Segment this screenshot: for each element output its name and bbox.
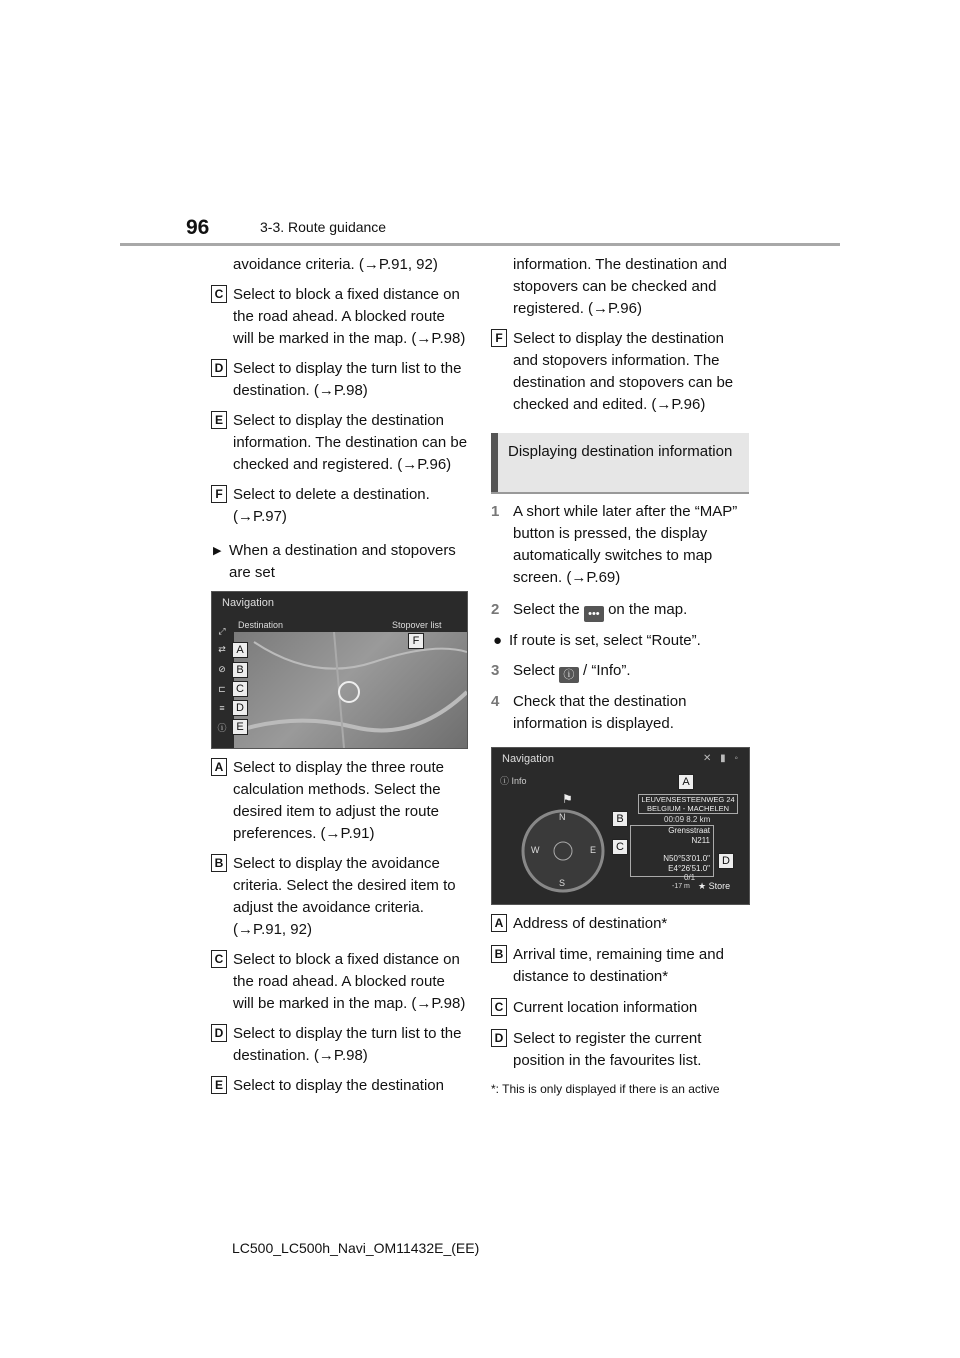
subheading-text: When a destination and stopovers are set (229, 542, 456, 581)
item-text: Select to display the destination information. The destination can be checked and registered. (→P.96) (233, 412, 468, 473)
item-text: Select to block a fixed distance on the road ahead. A blocked route will be marked in the map. (→P.98) (233, 286, 466, 347)
list-item (491, 1028, 749, 1072)
step-text: on the map. (608, 601, 688, 618)
info-icon: ⓘ (559, 667, 579, 683)
step-bullet (491, 630, 749, 652)
step-text: Select (513, 662, 555, 679)
latitude: N50°53'01.0" (663, 854, 710, 863)
list-item (211, 410, 469, 476)
item-text: Arrival time, remaining time and distance to destination* (513, 946, 724, 985)
route-icon[interactable]: ⇄ (218, 644, 226, 654)
callout-e: E (232, 719, 248, 735)
address-line1: LEUVENSESTEENWEG 24 (641, 795, 735, 804)
count: 0/1 (684, 873, 696, 882)
step-number: 4 (491, 693, 500, 710)
map-roads (234, 632, 467, 748)
heading-rule (491, 492, 749, 494)
item-badge: F (491, 329, 507, 347)
item-text: information. The destination and stopovers can be checked and registered. (→P.96) (513, 256, 728, 317)
road: N211 (691, 836, 710, 845)
compass-e: E (590, 845, 597, 855)
item-text: avoidance criteria. (→P.91, 92) (233, 256, 438, 273)
turn-list-icon[interactable]: ≡ (219, 703, 225, 713)
compass-w: W (531, 845, 540, 855)
item-badge: A (211, 758, 227, 776)
more-options-icon: ••• (584, 606, 604, 622)
callout-a: A (678, 774, 694, 790)
list-item (211, 853, 469, 941)
info-label: Info (511, 776, 527, 786)
altitude: -17 m (672, 883, 690, 890)
location-box (630, 825, 714, 877)
callout-c: C (612, 839, 628, 855)
callout-b: B (232, 662, 248, 678)
item-text: Select to display the turn list to the destination. (→P.98) (233, 1025, 462, 1064)
longitude: E4°26'51.0" (668, 864, 710, 873)
left-column-bottom (211, 757, 469, 1097)
callout-c: C (232, 681, 248, 697)
item-badge: D (491, 1029, 507, 1047)
step-text: Select the (513, 601, 580, 618)
step (491, 660, 749, 683)
right-column-top (491, 254, 749, 416)
callout-d: D (718, 853, 734, 869)
callout-d: D (232, 700, 248, 716)
list-item (211, 358, 469, 402)
item-text: Select to display the destination (233, 1077, 444, 1094)
step (491, 501, 749, 589)
flag-icon: ⚑ (562, 792, 573, 806)
left-column-top (211, 254, 469, 584)
item-badge: E (211, 1076, 227, 1094)
item-badge: E (211, 411, 227, 429)
item-text: Current location information (513, 999, 698, 1016)
arrival-info: 00:09 8.2 km (664, 815, 711, 824)
block-icon[interactable]: ⊏ (218, 684, 226, 694)
step-text: / “Info”. (583, 662, 631, 679)
list-item (211, 254, 469, 276)
document-footer: LC500_LC500h_Navi_OM11432E_(EE) (232, 1240, 480, 1256)
item-badge: B (491, 945, 507, 963)
item-text: Select to display the destination and stopovers information. The destination and stopovers can be checked and edited. (→P.96) (513, 330, 734, 413)
tab-destination: Destination (238, 620, 284, 630)
item-text: Select to register the current position in the favourites list. (513, 1030, 702, 1069)
list-item (211, 757, 469, 845)
callout-f: F (408, 633, 424, 649)
item-text: Address of destination* (513, 915, 668, 932)
callout-a: A (232, 642, 248, 658)
footnote: *: This is only displayed if there is an active (491, 1082, 720, 1096)
screen-title: Navigation (222, 597, 274, 609)
item-text: Select to display the three route calculation methods. Select the desired item to adjust the route preferences. (→P.91) (233, 759, 444, 842)
item-badge: D (211, 1024, 227, 1042)
triangle-icon: ▶ (213, 545, 222, 557)
section-heading: Displaying destination information (491, 433, 749, 493)
item-text: Select to block a fixed distance on the road ahead. A blocked route will be marked in the map. (→P.98) (233, 951, 466, 1012)
store-label: Store (708, 881, 731, 891)
item-badge: F (211, 485, 227, 503)
list-item (211, 484, 469, 528)
screen-title: Navigation (502, 753, 554, 765)
compass-s: S (559, 878, 566, 888)
step-number: 3 (491, 662, 500, 679)
bullet-icon: ● (493, 632, 503, 649)
subheading (211, 540, 469, 584)
callout-b: B (612, 811, 628, 827)
step-text: If route is set, select “Route”. (509, 632, 701, 649)
street: Grensstraat (668, 826, 710, 835)
step (491, 599, 749, 622)
item-badge: A (491, 914, 507, 932)
item-text: Select to display the avoidance criteria. Select the desired item to adjust the avoidance criteria. (→P.91, 92) (233, 855, 456, 938)
status-icons: ✕ ▮ ◦ (703, 753, 741, 764)
item-text: Select to display the turn list to the destination. (→P.98) (233, 360, 462, 399)
list-item (491, 913, 749, 935)
list-item (211, 1023, 469, 1067)
address-box (638, 794, 738, 814)
item-badge: D (211, 359, 227, 377)
step (491, 691, 749, 735)
header-rule (120, 243, 840, 246)
address-line2: BELGIUM - MACHELEN (646, 804, 730, 813)
section-title: 3-3. Route guidance (260, 219, 387, 235)
steps (491, 501, 749, 735)
tab-stopover-list: Stopover list (392, 620, 442, 630)
avoid-icon[interactable]: ⊘ (218, 664, 226, 674)
list-item (491, 254, 749, 320)
navigation-screenshot-info (491, 747, 750, 905)
store-button[interactable] (698, 881, 730, 892)
step-text: A short while later after the “MAP” button is pressed, the display automatically switches to map screen. (→P.69) (513, 503, 738, 586)
list-item (491, 997, 749, 1019)
info-icon: ⓘ (500, 776, 510, 786)
right-column-bottom (491, 913, 749, 1100)
item-text: Select to delete a destination. (→P.97) (233, 486, 430, 525)
item-badge: C (491, 998, 507, 1016)
list-item (211, 284, 469, 350)
info-tab[interactable] (500, 774, 527, 787)
list-item (211, 1075, 469, 1097)
list-item (491, 944, 749, 988)
item-badge: C (211, 950, 227, 968)
info-icon[interactable]: ⓘ (217, 723, 227, 733)
navigation-screenshot-route (211, 591, 468, 749)
compass-n: N (559, 812, 566, 822)
step-number: 1 (491, 503, 500, 520)
star-icon: ★ (698, 881, 707, 891)
item-badge: C (211, 285, 227, 303)
step-text: Check that the destination information is displayed. (513, 693, 687, 732)
item-badge: B (211, 854, 227, 872)
step-number: 2 (491, 601, 500, 618)
fullscreen-icon[interactable]: ⤢ (218, 626, 226, 636)
list-item (211, 949, 469, 1015)
list-item (491, 328, 749, 416)
map-area (234, 632, 467, 748)
page-number: 96 (186, 216, 210, 239)
